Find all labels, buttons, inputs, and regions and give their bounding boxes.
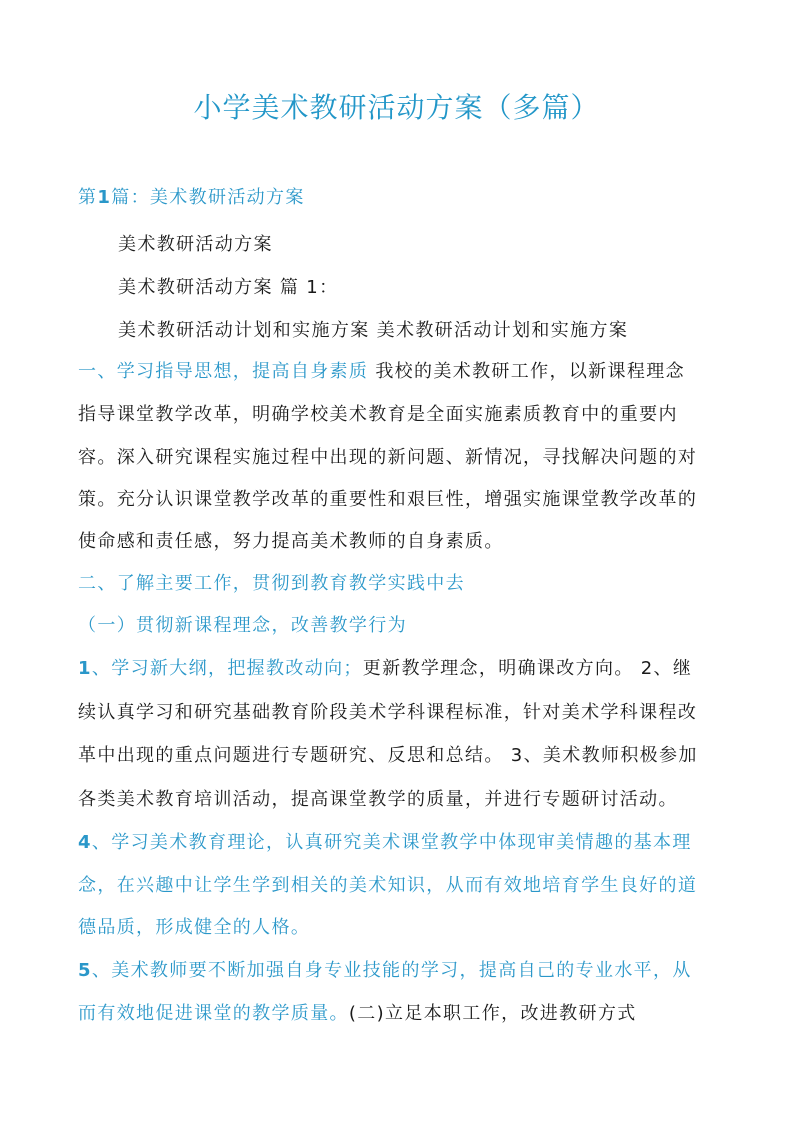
paragraph-1-heading: 一、学习指导思想，提高自身素质 [78,361,369,382]
item-1-heading: 、学习新大纲，把握教改动向； [91,658,363,679]
item-5-line-1 [78,956,692,982]
paragraph-1-line-4: 策。充分认识课堂教学改革的重要性和艰巨性，增强实施课堂教学改革的 [78,489,698,510]
item-4-line-1 [78,828,692,854]
item-5-text-end: 而有效地促进课堂的教学质量。 [78,1003,349,1024]
sub-title-2: 美术教研活动方案 篇 1： [118,277,339,298]
section-prefix: 第 [78,187,98,208]
section-heading-text: 篇：美术教研活动方案 [111,187,305,208]
section-number: 1 [97,187,112,208]
item-5-number: 5 [78,960,92,981]
paragraph-1-line-5: 使命感和责任感，努力提高美术教师的自身素质。 [78,531,504,552]
item-4-line-3: 德品质，形成健全的人格。 [78,917,311,938]
document-title: 小学美术教研活动方案（多篇） [193,91,600,124]
heading-2: 二、了解主要工作，贯彻到教育教学实践中去 [78,573,465,594]
subheading-2: (二)立足本职工作，改进教研方式 [348,1003,637,1024]
item-4-line-2: 念，在兴趣中让学生学到相关的美术知识，从而有效地培育学生良好的道 [78,875,698,896]
item-4-number: 4 [78,832,92,853]
item-5-text: 、美术教师要不断加强自身专业技能的学习，提高自己的专业水平，从 [91,960,692,981]
paragraph-1-line-3: 容。深入研究课程实施过程中出现的新问题、新情况，寻找解决问题的对 [78,447,698,468]
sub-title-3: 美术教研活动计划和实施方案 美术教研活动计划和实施方案 [118,320,629,341]
paragraph-1-line-2: 指导课堂教学改革，明确学校美术教育是全面实施素质教育中的重要内 [78,404,678,425]
section-heading-1 [78,183,305,209]
paragraph-1-line-1 [78,357,685,383]
item-1-line-2: 续认真学习和研究基础教育阶段美术学科课程标准，针对美术学科课程改 [78,702,698,723]
item-5-line-2 [78,999,637,1025]
item-1-line-1 [78,654,692,680]
item-1-number: 1 [78,658,92,679]
item-4-text: 、学习美术教育理论，认真研究美术课堂教学中体现审美情趣的基本理 [91,832,692,853]
heading-3: （一）贯彻新课程理念，改善教学行为 [78,615,407,636]
paragraph-1-text: 我校的美术教研工作，以新课程理念 [368,361,685,382]
item-1-line-3: 革中出现的重点问题进行专题研究、反思和总结。 3、美术教师积极参加 [78,745,698,766]
item-1-text: 更新教学理念，明确课改方向。 2、继 [362,658,693,679]
item-1-line-4: 各类美术教育培训活动，提高课堂教学的质量，并进行专题研讨活动。 [78,789,678,810]
sub-title-1: 美术教研活动方案 [118,234,273,255]
